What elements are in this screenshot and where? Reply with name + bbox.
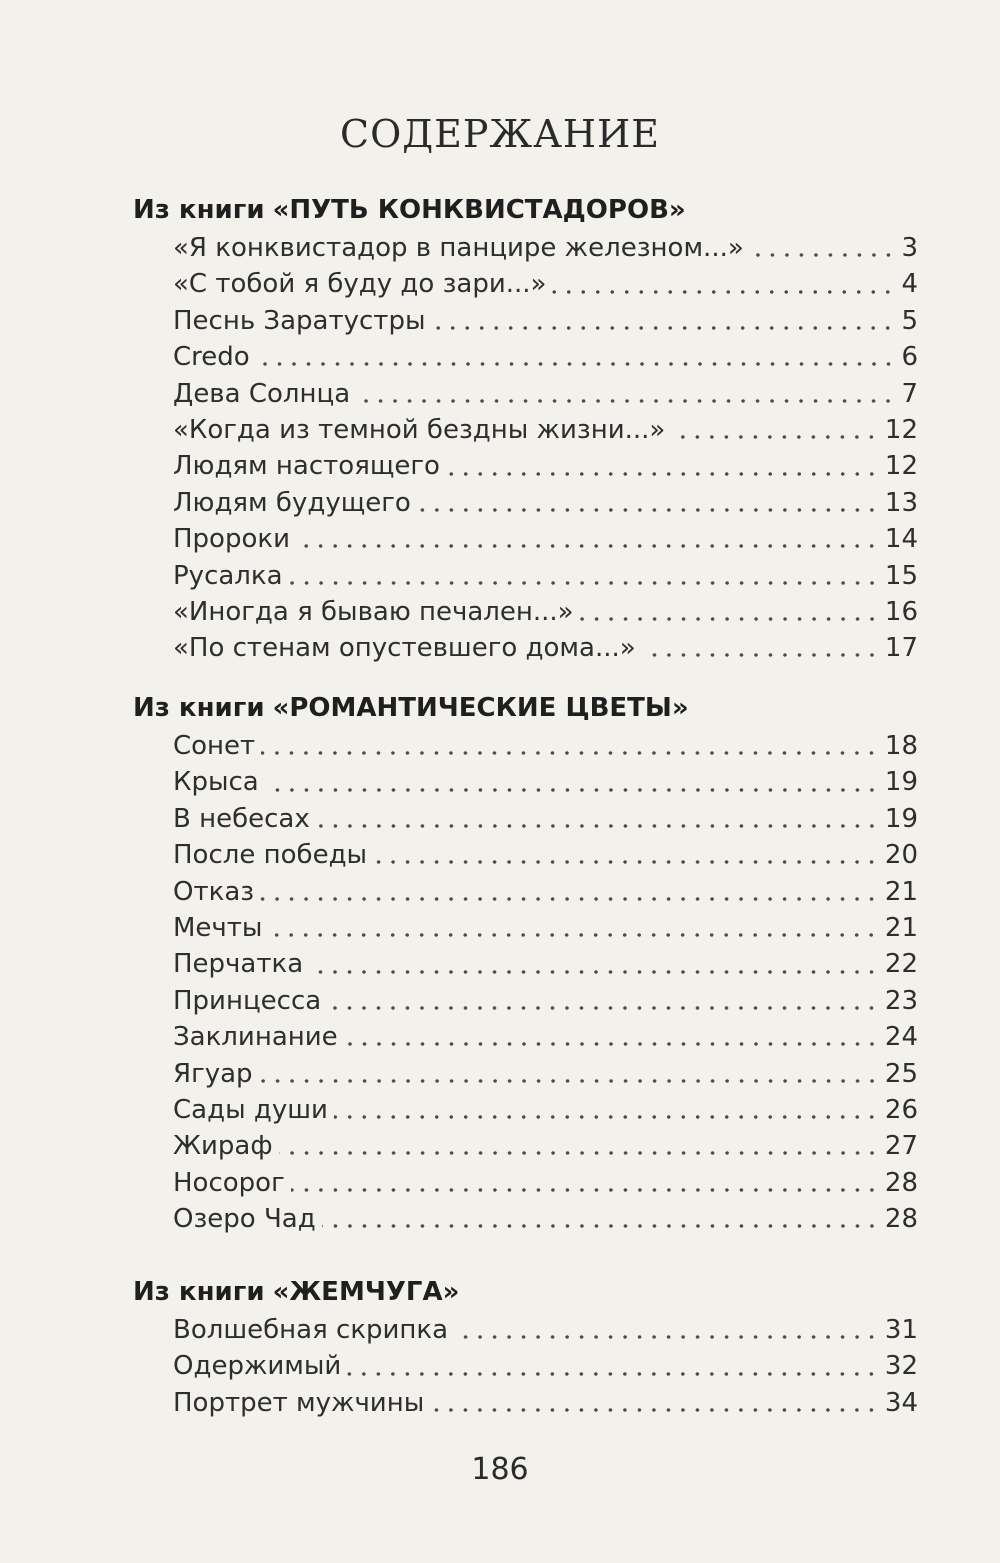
entry-title: Волшебная скрипка — [173, 1315, 449, 1345]
toc-entry[interactable] — [173, 448, 918, 484]
entry-title: В небесах — [173, 803, 310, 834]
entry-title: Жираф — [173, 1131, 273, 1162]
dot-leader — [261, 749, 879, 757]
section-heading — [133, 688, 918, 728]
toc-entries — [173, 728, 918, 1237]
dot-leader — [316, 822, 879, 830]
entry-page: 13 — [884, 487, 918, 518]
entry-title: Ягуар — [173, 1058, 253, 1089]
entry-page: 4 — [901, 269, 918, 300]
toc-entry[interactable] — [173, 630, 918, 666]
toc-entry[interactable] — [173, 1201, 918, 1237]
toc-entry[interactable] — [173, 764, 918, 800]
dot-leader — [580, 615, 879, 623]
entry-page: 31 — [884, 1315, 918, 1345]
toc-entry[interactable] — [173, 1312, 918, 1348]
toc-entry[interactable] — [173, 1385, 918, 1421]
entry-title: Мечты — [173, 912, 263, 943]
toc-entry[interactable] — [173, 910, 918, 946]
dot-leader — [642, 651, 879, 659]
toc-entries — [173, 230, 918, 667]
toc-entry[interactable] — [173, 485, 918, 521]
entry-title: «Иногда я бываю печален...» — [173, 596, 574, 627]
dot-leader — [322, 1222, 879, 1230]
toc-entry[interactable] — [173, 412, 918, 448]
toc-entry[interactable] — [173, 1348, 918, 1384]
toc-entry[interactable] — [173, 1165, 918, 1201]
section-prefix: Из книги — [133, 693, 265, 723]
entry-title: Credo — [173, 342, 250, 373]
entry-page: 12 — [884, 451, 918, 482]
entry-title: Отказ — [173, 876, 255, 907]
entry-title: Сонет — [173, 731, 256, 761]
entry-page: 21 — [884, 876, 918, 907]
entry-page: 3 — [901, 233, 918, 263]
toc-entry[interactable] — [173, 946, 918, 982]
entry-title: Сады души — [173, 1094, 328, 1125]
entry-page: 23 — [884, 985, 918, 1016]
toc-entry[interactable] — [173, 1092, 918, 1128]
entry-title: Дева Солнца — [173, 378, 351, 409]
entry-page: 7 — [901, 378, 918, 409]
entry-title: «Когда из темной бездны жизни...» — [173, 414, 666, 445]
entry-page: 32 — [884, 1351, 918, 1382]
entry-page: 28 — [884, 1204, 918, 1235]
section-heading — [133, 190, 918, 230]
entry-page: 18 — [884, 731, 918, 761]
dot-leader — [671, 433, 879, 441]
toc-section — [133, 688, 918, 1237]
entry-title: После победы — [173, 840, 368, 871]
dot-leader — [259, 1077, 879, 1085]
entry-title: Крыса — [173, 767, 259, 798]
dot-leader — [446, 470, 879, 478]
entry-title: Перчатка — [173, 949, 304, 980]
dot-leader — [309, 968, 879, 976]
toc-entry[interactable] — [173, 801, 918, 837]
dot-leader — [356, 397, 895, 405]
dot-leader — [279, 1149, 879, 1157]
page-number: 186 — [471, 1452, 529, 1487]
dot-leader — [344, 1040, 879, 1048]
dot-leader — [431, 324, 895, 332]
entry-title: Одержимый — [173, 1351, 342, 1382]
section-book-title: «РОМАНТИЧЕСКИЕ ЦВЕТЫ» — [272, 693, 689, 723]
toc-entry[interactable] — [173, 303, 918, 339]
entry-page: 24 — [884, 1022, 918, 1053]
toc-entries — [173, 1312, 918, 1421]
entry-page: 21 — [884, 912, 918, 943]
toc-entry[interactable] — [173, 339, 918, 375]
dot-leader — [750, 251, 896, 259]
dot-leader — [256, 360, 896, 368]
toc-entry[interactable] — [173, 230, 918, 266]
section-book-title: «ЖЕМЧУГА» — [272, 1277, 460, 1307]
dot-leader — [373, 858, 879, 866]
entry-title: Людям настоящего — [173, 451, 440, 482]
entry-title: Принцесса — [173, 985, 322, 1016]
entry-page: 6 — [901, 342, 918, 373]
entry-title: Песнь Заратустры — [173, 305, 426, 336]
dot-leader — [347, 1370, 879, 1378]
toc-entry[interactable] — [173, 1128, 918, 1164]
entry-title: «По стенам опустевшего дома...» — [173, 633, 636, 664]
entry-page: 28 — [884, 1167, 918, 1198]
entry-title: Носорог — [173, 1167, 285, 1198]
dot-leader — [327, 1004, 879, 1012]
dot-leader — [454, 1333, 879, 1341]
entry-title: Портрет мужчины — [173, 1387, 425, 1418]
section-prefix: Из книги — [133, 1277, 265, 1307]
entry-page: 19 — [884, 803, 918, 834]
entry-page: 15 — [884, 560, 918, 591]
page-title: СОДЕРЖАНИЕ — [340, 112, 660, 156]
entry-title: Людям будущего — [173, 487, 411, 518]
dot-leader — [291, 1186, 879, 1194]
toc-entry[interactable] — [173, 376, 918, 412]
toc-entry[interactable] — [173, 594, 918, 630]
entry-page: 19 — [884, 767, 918, 798]
dot-leader — [289, 579, 879, 587]
section-book-title: «ПУТЬ КОНКВИСТАДОРОВ» — [272, 195, 686, 225]
toc-entry[interactable] — [173, 837, 918, 873]
entry-page: 25 — [884, 1058, 918, 1089]
toc-section — [133, 1272, 918, 1421]
entry-page: 14 — [884, 524, 918, 555]
entry-title: «С тобой я буду до зари...» — [173, 269, 547, 300]
dot-leader — [430, 1406, 879, 1414]
dot-leader — [265, 786, 879, 794]
entry-title: Заклинание — [173, 1022, 338, 1053]
toc-entry[interactable] — [173, 1019, 918, 1055]
entry-title: Пророки — [173, 524, 290, 555]
toc-entry[interactable] — [173, 728, 918, 764]
entry-page: 26 — [884, 1094, 918, 1125]
entry-page: 20 — [884, 840, 918, 871]
dot-leader — [552, 288, 895, 296]
entry-page: 34 — [884, 1387, 918, 1418]
section-heading — [133, 1272, 918, 1312]
entry-page: 5 — [901, 305, 918, 336]
dot-leader — [268, 931, 878, 939]
toc-entry[interactable] — [173, 266, 918, 302]
entry-page: 17 — [884, 633, 918, 664]
toc-entry[interactable] — [173, 1056, 918, 1092]
section-prefix: Из книги — [133, 195, 265, 225]
entry-page: 27 — [884, 1131, 918, 1162]
toc-entry[interactable] — [173, 558, 918, 594]
dot-leader — [260, 895, 879, 903]
dot-leader — [334, 1113, 879, 1121]
entry-title: «Я конквистадор в панцире железном...» — [173, 233, 744, 263]
entry-page: 22 — [884, 949, 918, 980]
toc-section — [133, 190, 918, 667]
toc-entry[interactable] — [173, 983, 918, 1019]
entry-title: Русалка — [173, 560, 283, 591]
toc-entry[interactable] — [173, 521, 918, 557]
entry-title: Озеро Чад — [173, 1204, 316, 1235]
entry-page: 16 — [884, 596, 918, 627]
dot-leader — [417, 506, 879, 514]
dot-leader — [296, 542, 879, 550]
toc-entry[interactable] — [173, 874, 918, 910]
entry-page: 12 — [884, 414, 918, 445]
